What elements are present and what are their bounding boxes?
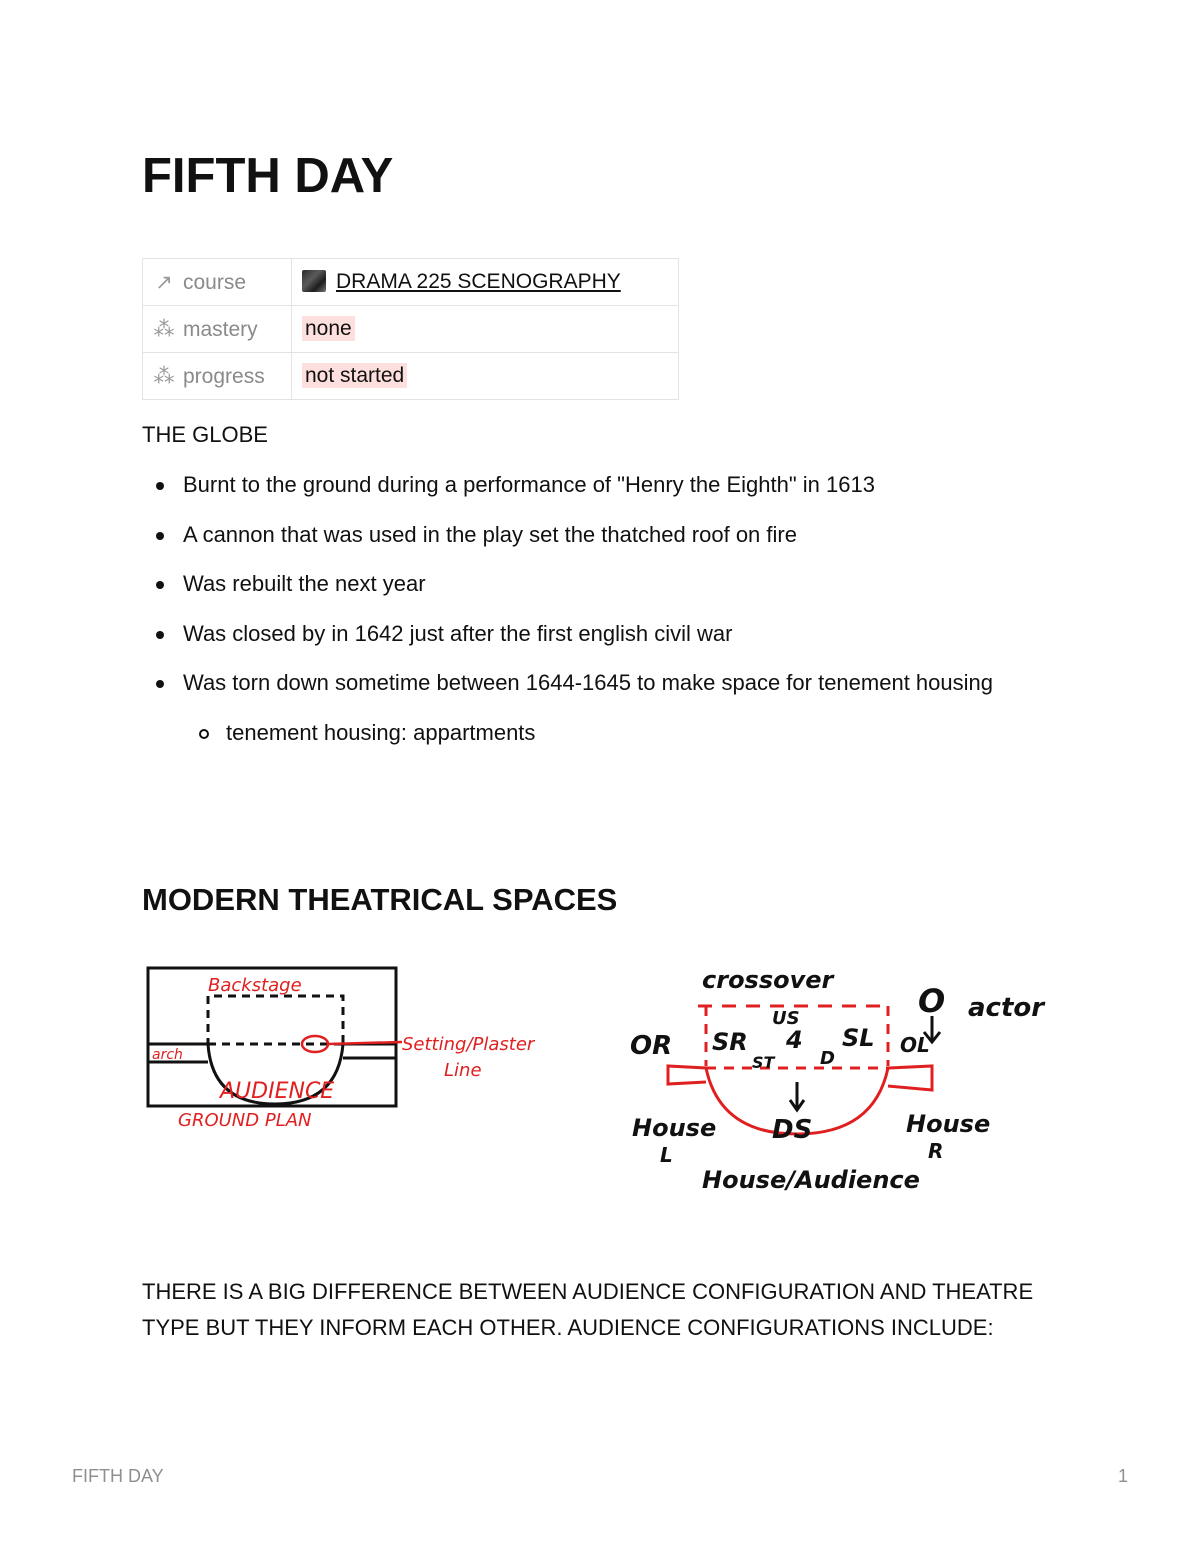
- property-row-course: [143, 259, 679, 306]
- arrow-up-right-icon: ↗: [155, 270, 173, 294]
- list-item: Burnt to the ground during a performance of "Henry the Eighth" in 1613: [142, 463, 993, 513]
- actor-mark-label: O: [918, 982, 946, 1020]
- property-key-mastery: ⁂ mastery: [143, 306, 292, 353]
- house-left-wing: [668, 1066, 706, 1084]
- setting-line-label-2: Line: [444, 1060, 482, 1081]
- course-thumbnail-icon: [302, 270, 326, 292]
- d-label: D: [820, 1048, 835, 1069]
- house-audience-label: House/Audience: [702, 1166, 920, 1194]
- setting-line-label-1: Setting/Plaster: [402, 1034, 535, 1055]
- actor-label: actor: [968, 993, 1045, 1023]
- house-left-label: House: [632, 1114, 717, 1142]
- sr-label: SR: [712, 1028, 748, 1056]
- configuration-paragraph: THERE IS A BIG DIFFERENCE BETWEEN AUDIENCE CONFIGURATION AND THEATRE TYPE BUT THEY INFORM EACH OTHER. AUDIENCE CONFIGURATIONS INCLUDE:: [142, 1279, 1034, 1340]
- ol-label: OL: [900, 1033, 930, 1057]
- property-value-progress: [292, 353, 679, 400]
- property-row-progress: [143, 353, 679, 400]
- ground-plan-label: GROUND PLAN: [178, 1110, 312, 1131]
- globe-heading: THE GLOBE: [142, 422, 268, 447]
- loading-spinner-icon: ⁂: [153, 364, 175, 388]
- audience-label: AUDIENCE: [220, 1079, 335, 1104]
- us-label: US: [772, 1008, 800, 1029]
- globe-list: [142, 463, 993, 760]
- stage-directions-sketch: [620, 956, 1070, 1216]
- property-key-course: ↗ course: [143, 259, 292, 306]
- house-right-label: House: [906, 1110, 991, 1138]
- ground-plan-sketch: [140, 958, 590, 1138]
- property-value-mastery: [292, 306, 679, 353]
- mastery-tag[interactable]: none: [302, 316, 355, 341]
- st-label: ST: [752, 1053, 775, 1072]
- footer-title: FIFTH DAY: [72, 1466, 164, 1486]
- property-key-progress: ⁂ progress: [143, 353, 292, 400]
- list-item: A cannon that was used in the play set the thatched roof on fire: [142, 513, 993, 563]
- properties-table: [142, 258, 679, 400]
- or-label: OR: [630, 1031, 673, 1061]
- sl-label: SL: [842, 1024, 875, 1052]
- house-right-letter: R: [928, 1139, 944, 1163]
- list-subitem: tenement housing: appartments: [142, 711, 993, 761]
- backstage-label: Backstage: [208, 975, 302, 996]
- property-value-course: [292, 259, 679, 306]
- list-item: Was torn down sometime between 1644-1645 to make space for tenement housing: [142, 661, 993, 711]
- list-item: Was rebuilt the next year: [142, 562, 993, 612]
- footer-page-number: 1: [1118, 1466, 1129, 1486]
- loading-spinner-icon: ⁂: [153, 317, 175, 341]
- progress-tag[interactable]: not started: [302, 363, 407, 388]
- property-row-mastery: [143, 306, 679, 353]
- page-title: FIFTH DAY: [142, 149, 394, 203]
- arch-label: arch: [152, 1047, 183, 1063]
- house-right-wing: [888, 1066, 932, 1090]
- course-link[interactable]: DRAMA 225 SCENOGRAPHY: [336, 270, 621, 293]
- ds-label: DS: [772, 1115, 813, 1145]
- list-item: Was closed by in 1642 just after the first english civil war: [142, 612, 993, 662]
- crossover-label: crossover: [702, 966, 834, 994]
- center-label: 4: [786, 1026, 803, 1054]
- house-left-letter: L: [660, 1143, 673, 1167]
- modern-heading: MODERN THEATRICAL SPACES: [142, 882, 618, 917]
